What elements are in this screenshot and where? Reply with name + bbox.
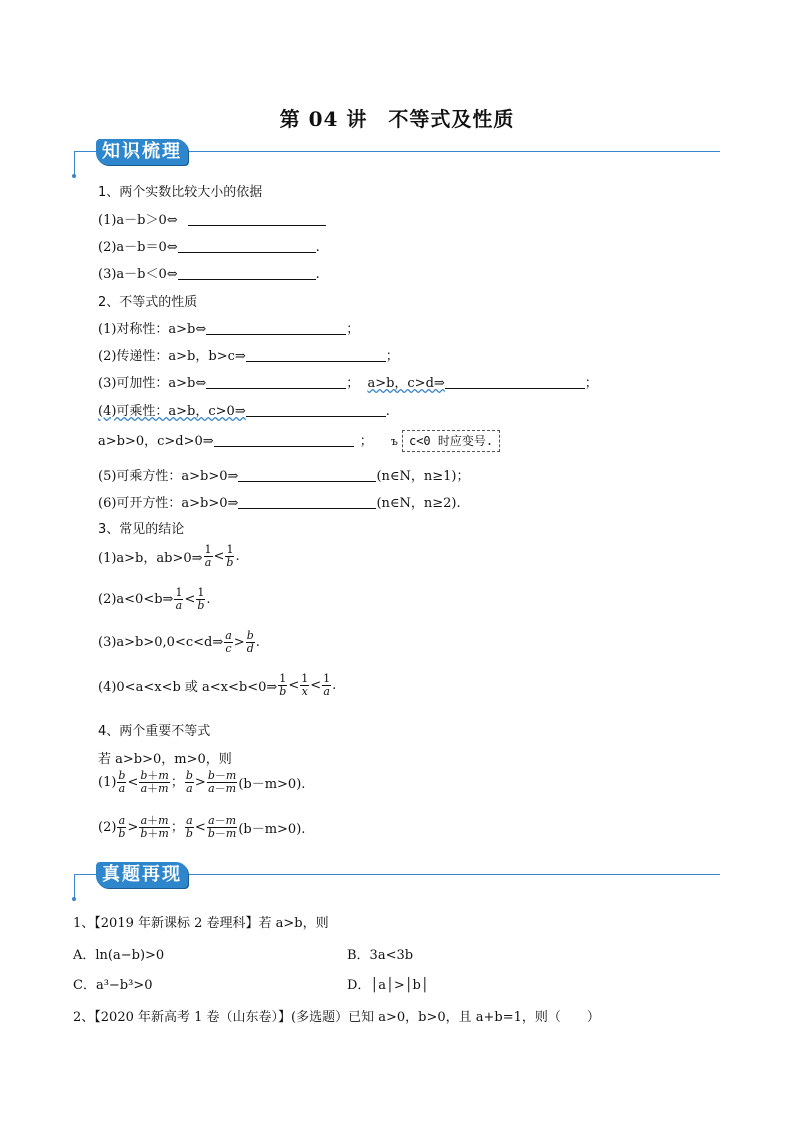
k3-line-3: (3)a>b>0,0<c<d⇒ $\frac{a}{c}$ > $\frac{b}{d}$ . <box>98 629 260 655</box>
answer-blank[interactable] <box>178 240 316 253</box>
question-2-stem: 2、【2020 年新高考 1 卷（山东卷）】(多选题）已知 a>0，b>0，且 a+b=1，则（ ） <box>73 1010 600 1025</box>
answer-blank[interactable] <box>238 496 376 509</box>
k2-line-2: (2)传递性：a>b，b>c⇒ ； <box>98 349 399 364</box>
k2-line-6: (5)可乘方性：a>b>0⇒ (n∈N，n≥1)； <box>98 469 470 484</box>
answer-blank[interactable] <box>178 267 316 280</box>
section-badge-zhishi: 知识梳理 <box>96 139 188 165</box>
k4-condition: 若 a>b>0，m>0，则 <box>98 752 232 767</box>
margin-note: c<0 时应变号. <box>402 430 500 452</box>
answer-blank[interactable] <box>445 376 585 389</box>
k2-line-5: a>b>0，c>d>0⇒ ； ъ c<0 时应变号. <box>98 430 500 449</box>
k3-line-4: (4)0<a<x<b 或 a<x<b<0⇒ $\frac{1}{b}$ < $\frac{1}{x}$ < $\frac{1}{a}$ . <box>98 672 337 698</box>
heading-4: 4、两个重要不等式 <box>98 724 211 739</box>
k3-line-2: (2)a<0<b⇒ $\frac{1}{a}$ < $\frac{1}{b}$ . <box>98 586 211 612</box>
q1-option-b[interactable]: B．3a<3b <box>347 948 414 963</box>
q1-option-a[interactable]: A．ln(a−b)>0 <box>73 948 165 963</box>
k2-line-1: (1)对称性：a>b⇔ ； <box>98 322 360 337</box>
heading-2: 2、不等式的性质 <box>98 295 198 310</box>
q1-option-c[interactable]: C．a³−b³>0 <box>73 978 153 993</box>
page-title: 第 04 讲 不等式及性质 <box>279 107 515 131</box>
section-dot <box>72 897 76 901</box>
section-badge-zhenti: 真题再现 <box>96 862 188 888</box>
heading-3: 3、常见的结论 <box>98 522 185 537</box>
k2-line-4: (4)可乘性：a>b，c>0⇒ . <box>98 404 390 419</box>
k1-line-1: (1)a－b＞0⇔ <box>98 209 326 228</box>
q1-option-d[interactable]: D．│a│>│b│ <box>347 978 429 993</box>
k4-line-2: (2) $\frac{a}{b}$ > $\frac{a+m}{b+m}$ ； $\frac{a}{b}$ < $\frac{a-m}{b-m}$ (b－m>0). <box>98 814 306 840</box>
pen-icon: ъ <box>390 435 398 448</box>
section-dot <box>72 174 76 178</box>
answer-blank[interactable] <box>206 322 346 335</box>
answer-blank[interactable] <box>246 404 386 417</box>
k1-line-3: (3)a－b＜0⇔ . <box>98 267 320 282</box>
k2-line-3: (3)可加性：a>b⇔ ； a>b，c>d⇒ ； <box>98 376 598 391</box>
k3-line-1: (1)a>b，ab>0⇒ $\frac{1}{a}$ < $\frac{1}{b}$ . <box>98 543 240 569</box>
k1-line-2: (2)a－b＝0⇔ . <box>98 240 320 255</box>
heading-1: 1、两个实数比较大小的依据 <box>98 185 263 200</box>
answer-blank[interactable] <box>238 469 376 482</box>
section-corner <box>74 874 75 898</box>
answer-blank[interactable] <box>188 213 326 226</box>
answer-blank[interactable] <box>246 349 386 362</box>
answer-blank[interactable] <box>206 376 346 389</box>
section-corner <box>74 151 75 175</box>
k4-line-1: (1) $\frac{b}{a}$ < $\frac{b+m}{a+m}$ ； $\frac{b}{a}$ > $\frac{b-m}{a-m}$ (b－m>0). <box>98 769 306 795</box>
answer-blank[interactable] <box>214 434 354 447</box>
k2-line-7: (6)可开方性：a>b>0⇒ (n∈N，n≥2). <box>98 496 461 511</box>
question-1-stem: 1、【2019 年新课标 2 卷理科】若 a>b，则 <box>73 916 329 931</box>
